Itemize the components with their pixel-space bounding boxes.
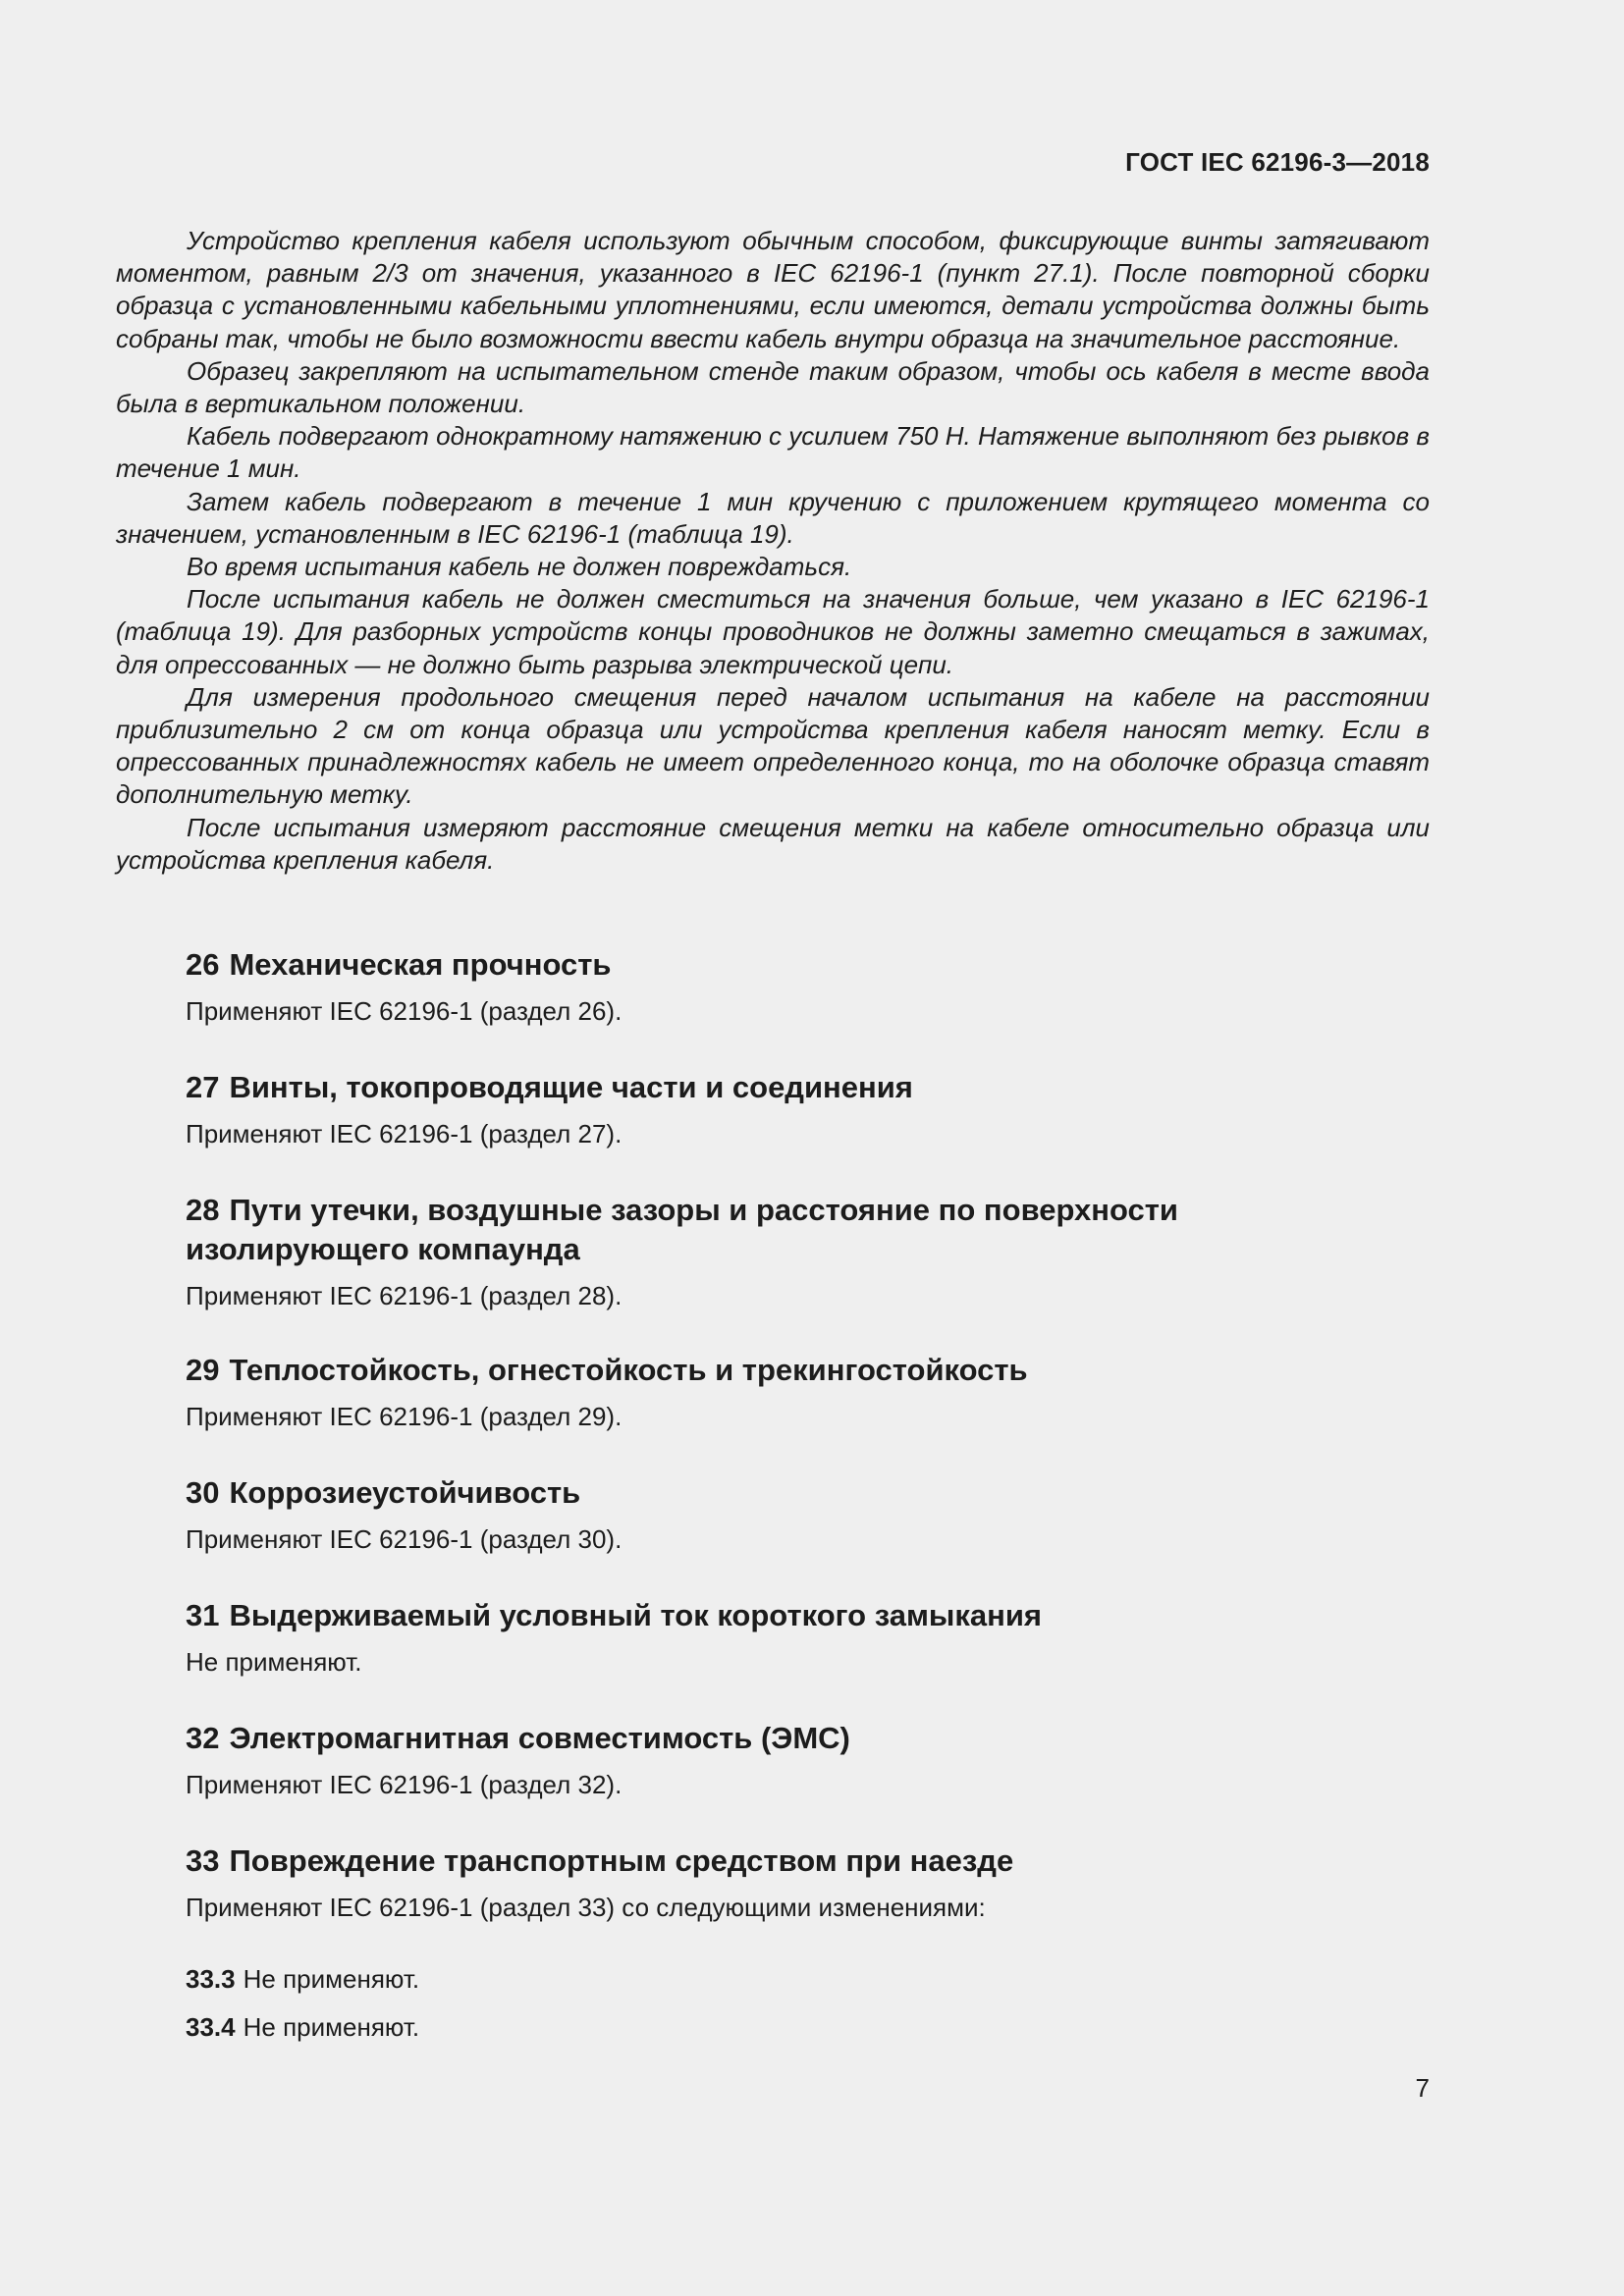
paragraph: Для измерения продольного смещения перед началом испытания на кабеле на расстоянии приблизительно 2 см от конца образца или устройства крепления кабеля наносят метку. Если в опрессованных принадлежностях кабель не имеет определенного конца, то на оболочке образца ставят дополнительную метку. <box>116 681 1430 810</box>
paragraph: Кабель подвергают однократному натяжению с усилием 750 Н. Натяжение выполняют без рывков в течение 1 мин. <box>116 421 1430 484</box>
sub-item-33-4 <box>186 2010 419 2044</box>
body-text <box>116 225 1430 877</box>
section-heading <box>186 1719 850 1758</box>
section-body: Применяют IEC 62196-1 (раздел 27). <box>186 1119 623 1148</box>
section-33 <box>186 1842 1013 1924</box>
paragraph: После испытания измеряют расстояние смещения метки на кабеле относительно образца или устройства крепления кабеля. <box>116 812 1430 875</box>
section-title: Повреждение транспортным средством при наезде <box>229 1843 1014 1878</box>
section-heading-line2: изолирующего компаунда <box>186 1232 580 1266</box>
section-body: Применяют IEC 62196-1 (раздел 26). <box>186 996 623 1026</box>
paragraph: Устройство крепления кабеля используют обычным способом, фиксирующие винты затягивают моментом, равным 2/3 от значения, указанного в IEC 62196-1 (пункт 27.1). После повторной сборки образца с установленными кабельными уплотнениями, если имеются, детали устройства должны быть собраны так, чтобы не было возможности ввести кабель внутри образца на значительное расстояние. <box>116 226 1430 353</box>
section-30 <box>186 1473 622 1556</box>
paragraph: Образец закрепляют на испытательном стенде таким образом, чтобы ось кабеля в месте ввода была в вертикальном положении. <box>116 355 1430 419</box>
sub-item-text: Не применяют. <box>243 1964 420 1994</box>
page-number: 7 <box>1415 2073 1430 2103</box>
section-title: Выдерживаемый условный ток короткого замыкания <box>229 1598 1043 1632</box>
sub-item-number: 33.4 <box>186 2012 236 2042</box>
section-title: Электромагнитная совместимость (ЭМС) <box>229 1721 850 1755</box>
section-body: Применяют IEC 62196-1 (раздел 33) со следующими изменениями: <box>186 1893 986 1922</box>
section-title: Теплостойкость, огнестойкость и трекингостойкость <box>229 1353 1028 1387</box>
document-code-header: ГОСТ IEC 62196-3—2018 <box>1125 147 1430 177</box>
section-29 <box>186 1351 1028 1433</box>
section-heading <box>186 1191 1178 1230</box>
section-number: 28 <box>186 1193 220 1227</box>
section-26 <box>186 945 622 1028</box>
section-body: Применяют IEC 62196-1 (раздел 28). <box>186 1281 623 1310</box>
section-heading <box>186 1596 1042 1635</box>
section-title: Механическая прочность <box>229 947 612 982</box>
section-32 <box>186 1719 850 1801</box>
sub-item-text: Не применяют. <box>243 2012 420 2042</box>
sub-item-33-3 <box>186 1962 419 1996</box>
paragraph: Затем кабель подвергают в течение 1 мин кручению с приложением крутящего момента со значением, установленным в IEC 62196-1 (таблица 19). <box>116 486 1430 549</box>
section-body: Не применяют. <box>186 1647 362 1677</box>
section-heading <box>186 1842 1013 1881</box>
paragraph: Во время испытания кабель не должен повреждаться. <box>187 552 852 582</box>
section-number: 33 <box>186 1843 220 1878</box>
section-heading <box>186 1473 622 1513</box>
section-body: Применяют IEC 62196-1 (раздел 30). <box>186 1524 623 1554</box>
section-number: 30 <box>186 1475 220 1510</box>
sub-item-number: 33.3 <box>186 1964 236 1994</box>
section-title: Коррозиеустойчивость <box>229 1475 581 1510</box>
section-31 <box>186 1596 1042 1679</box>
section-number: 29 <box>186 1353 220 1387</box>
section-body: Применяют IEC 62196-1 (раздел 29). <box>186 1402 623 1431</box>
section-heading <box>186 945 622 985</box>
paragraph: После испытания кабель не должен сместиться на значения больше, чем указано в IEC 62196-1 (таблица 19). Для разборных устройств концы проводников не должны заметно смещаться в зажимах, для опрессованных — не должно быть разрыва электрической цепи. <box>116 584 1430 679</box>
section-number: 31 <box>186 1598 220 1632</box>
section-title: Пути утечки, воздушные зазоры и расстояние по поверхности <box>229 1193 1178 1227</box>
section-28 <box>186 1191 1178 1312</box>
section-heading <box>186 1351 1028 1390</box>
section-heading <box>186 1068 913 1107</box>
section-number: 26 <box>186 947 220 982</box>
section-title: Винты, токопроводящие части и соединения <box>229 1070 913 1104</box>
section-27 <box>186 1068 913 1150</box>
section-number: 27 <box>186 1070 220 1104</box>
section-number: 32 <box>186 1721 220 1755</box>
section-body: Применяют IEC 62196-1 (раздел 32). <box>186 1770 623 1799</box>
